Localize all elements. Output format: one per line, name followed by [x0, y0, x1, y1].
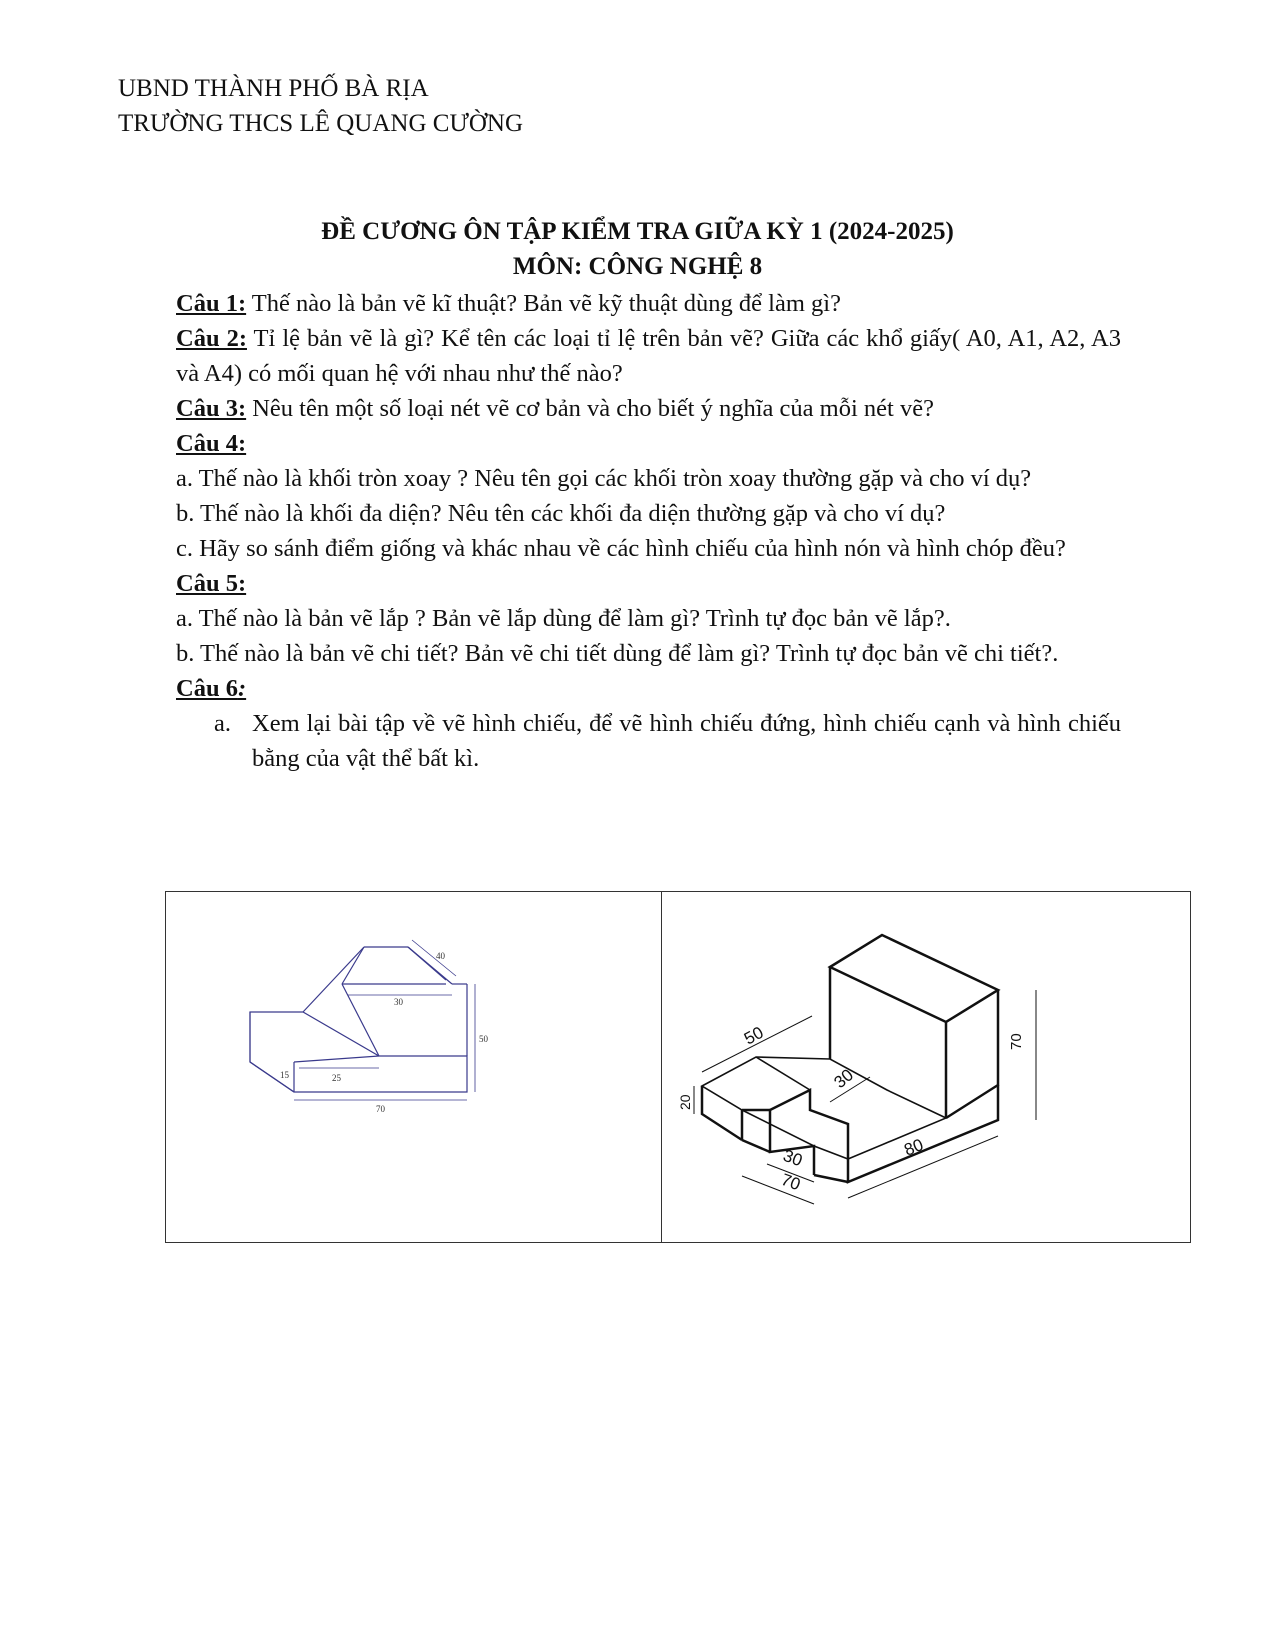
dim-label-30-top: 30	[830, 1065, 858, 1093]
subject-title: MÔN: CÔNG NGHỆ 8	[512, 253, 763, 280]
question-5	[176, 566, 1121, 601]
header-line-1: UBND THÀNH PHỐ BÀ RỊA	[118, 75, 429, 102]
question-5b: b. Thế nào là bản vẽ chi tiết? Bản vẽ chi tiết dùng để làm gì? Trình tự đọc bản vẽ chi tiết?.	[176, 640, 1059, 667]
dim-label-80: 80	[901, 1135, 927, 1160]
dim-label-15: 15	[280, 1070, 289, 1080]
question-6-label: Câu 6:	[176, 675, 247, 702]
dim-label-40: 40	[436, 951, 445, 961]
figure-table	[165, 891, 1191, 1243]
question-1-text: Thế nào là bản vẽ kĩ thuật? Bản vẽ kỹ thuật dùng để làm gì?	[246, 290, 841, 317]
figure-left-cell	[166, 892, 662, 1242]
dim-label-30: 30	[394, 997, 403, 1007]
question-3-label: Câu 3:	[176, 395, 247, 422]
question-4-label: Câu 4:	[176, 430, 247, 457]
document-title: ĐỀ CƯƠNG ÔN TẬP KIỂM TRA GIỮA KỲ 1 (2024-2025)	[321, 218, 954, 245]
dim-line-40	[412, 940, 456, 976]
block-front-face	[250, 1012, 467, 1092]
header-line-2: TRƯỜNG THCS LÊ QUANG CƯỜNG	[118, 110, 524, 137]
question-6	[176, 671, 1121, 706]
question-3	[176, 391, 1121, 426]
figure-right-cell	[662, 892, 1190, 1242]
question-6a-text: Xem lại bài tập về vẽ hình chiếu, để vẽ hình chiếu đứng, hình chiếu cạnh và hình chiếu bằng của vật thể bất kì.	[252, 710, 1121, 772]
question-2	[176, 321, 1121, 391]
dim-label-70: 70	[376, 1104, 385, 1114]
question-2-text: Tỉ lệ bản vẽ là gì? Kể tên các loại tỉ lệ trên bản vẽ? Giữa các khổ giấy( A0, A1, A2, A3 và A4) có mối quan hệ với nhau như thế nào?	[176, 325, 1121, 387]
dim-label-30-bottom: 30	[780, 1145, 805, 1171]
question-5a: a. Thế nào là bản vẽ lắp ? Bản vẽ lắp dùng để làm gì? Trình tự đọc bản vẽ lắp?.	[176, 605, 951, 632]
question-4b: b. Thế nào là khối đa diện? Nêu tên các khối đa diện thường gặp và cho ví dụ?	[176, 500, 946, 527]
question-4c: c. Hãy so sánh điểm giống và khác nhau về các hình chiếu của hình nón và hình chóp đều?	[176, 535, 1066, 562]
question-4	[176, 426, 1121, 461]
dim-label-70-bottom: 70	[778, 1169, 803, 1195]
question-3-text: Nêu tên một số loại nét vẽ cơ bản và cho biết ý nghĩa của mỗi nét vẽ?	[246, 395, 934, 422]
question-2-label: Câu 2:	[176, 325, 247, 352]
l-block-drawing	[662, 892, 1190, 1242]
dim-label-70-height: 70	[1008, 1033, 1025, 1050]
dim-label-25: 25	[332, 1073, 341, 1083]
tall-block-top	[830, 935, 998, 1022]
question-5-label: Câu 5:	[176, 570, 247, 597]
question-1-label: Câu 1:	[176, 290, 247, 317]
dim-line-70-bottom	[742, 1176, 814, 1204]
question-6a	[214, 706, 1121, 776]
stepped-block-drawing	[166, 892, 660, 1242]
dim-label-20: 20	[677, 1094, 693, 1110]
question-1	[176, 286, 1121, 321]
dim-label-50: 50	[740, 1022, 767, 1049]
dim-label-50: 50	[479, 1034, 488, 1044]
question-4a: a. Thế nào là khối tròn xoay ? Nêu tên gọi các khối tròn xoay thường gặp và cho ví dụ?	[176, 465, 1032, 492]
question-list	[176, 286, 1121, 776]
question-6a-label: a.	[214, 710, 231, 737]
